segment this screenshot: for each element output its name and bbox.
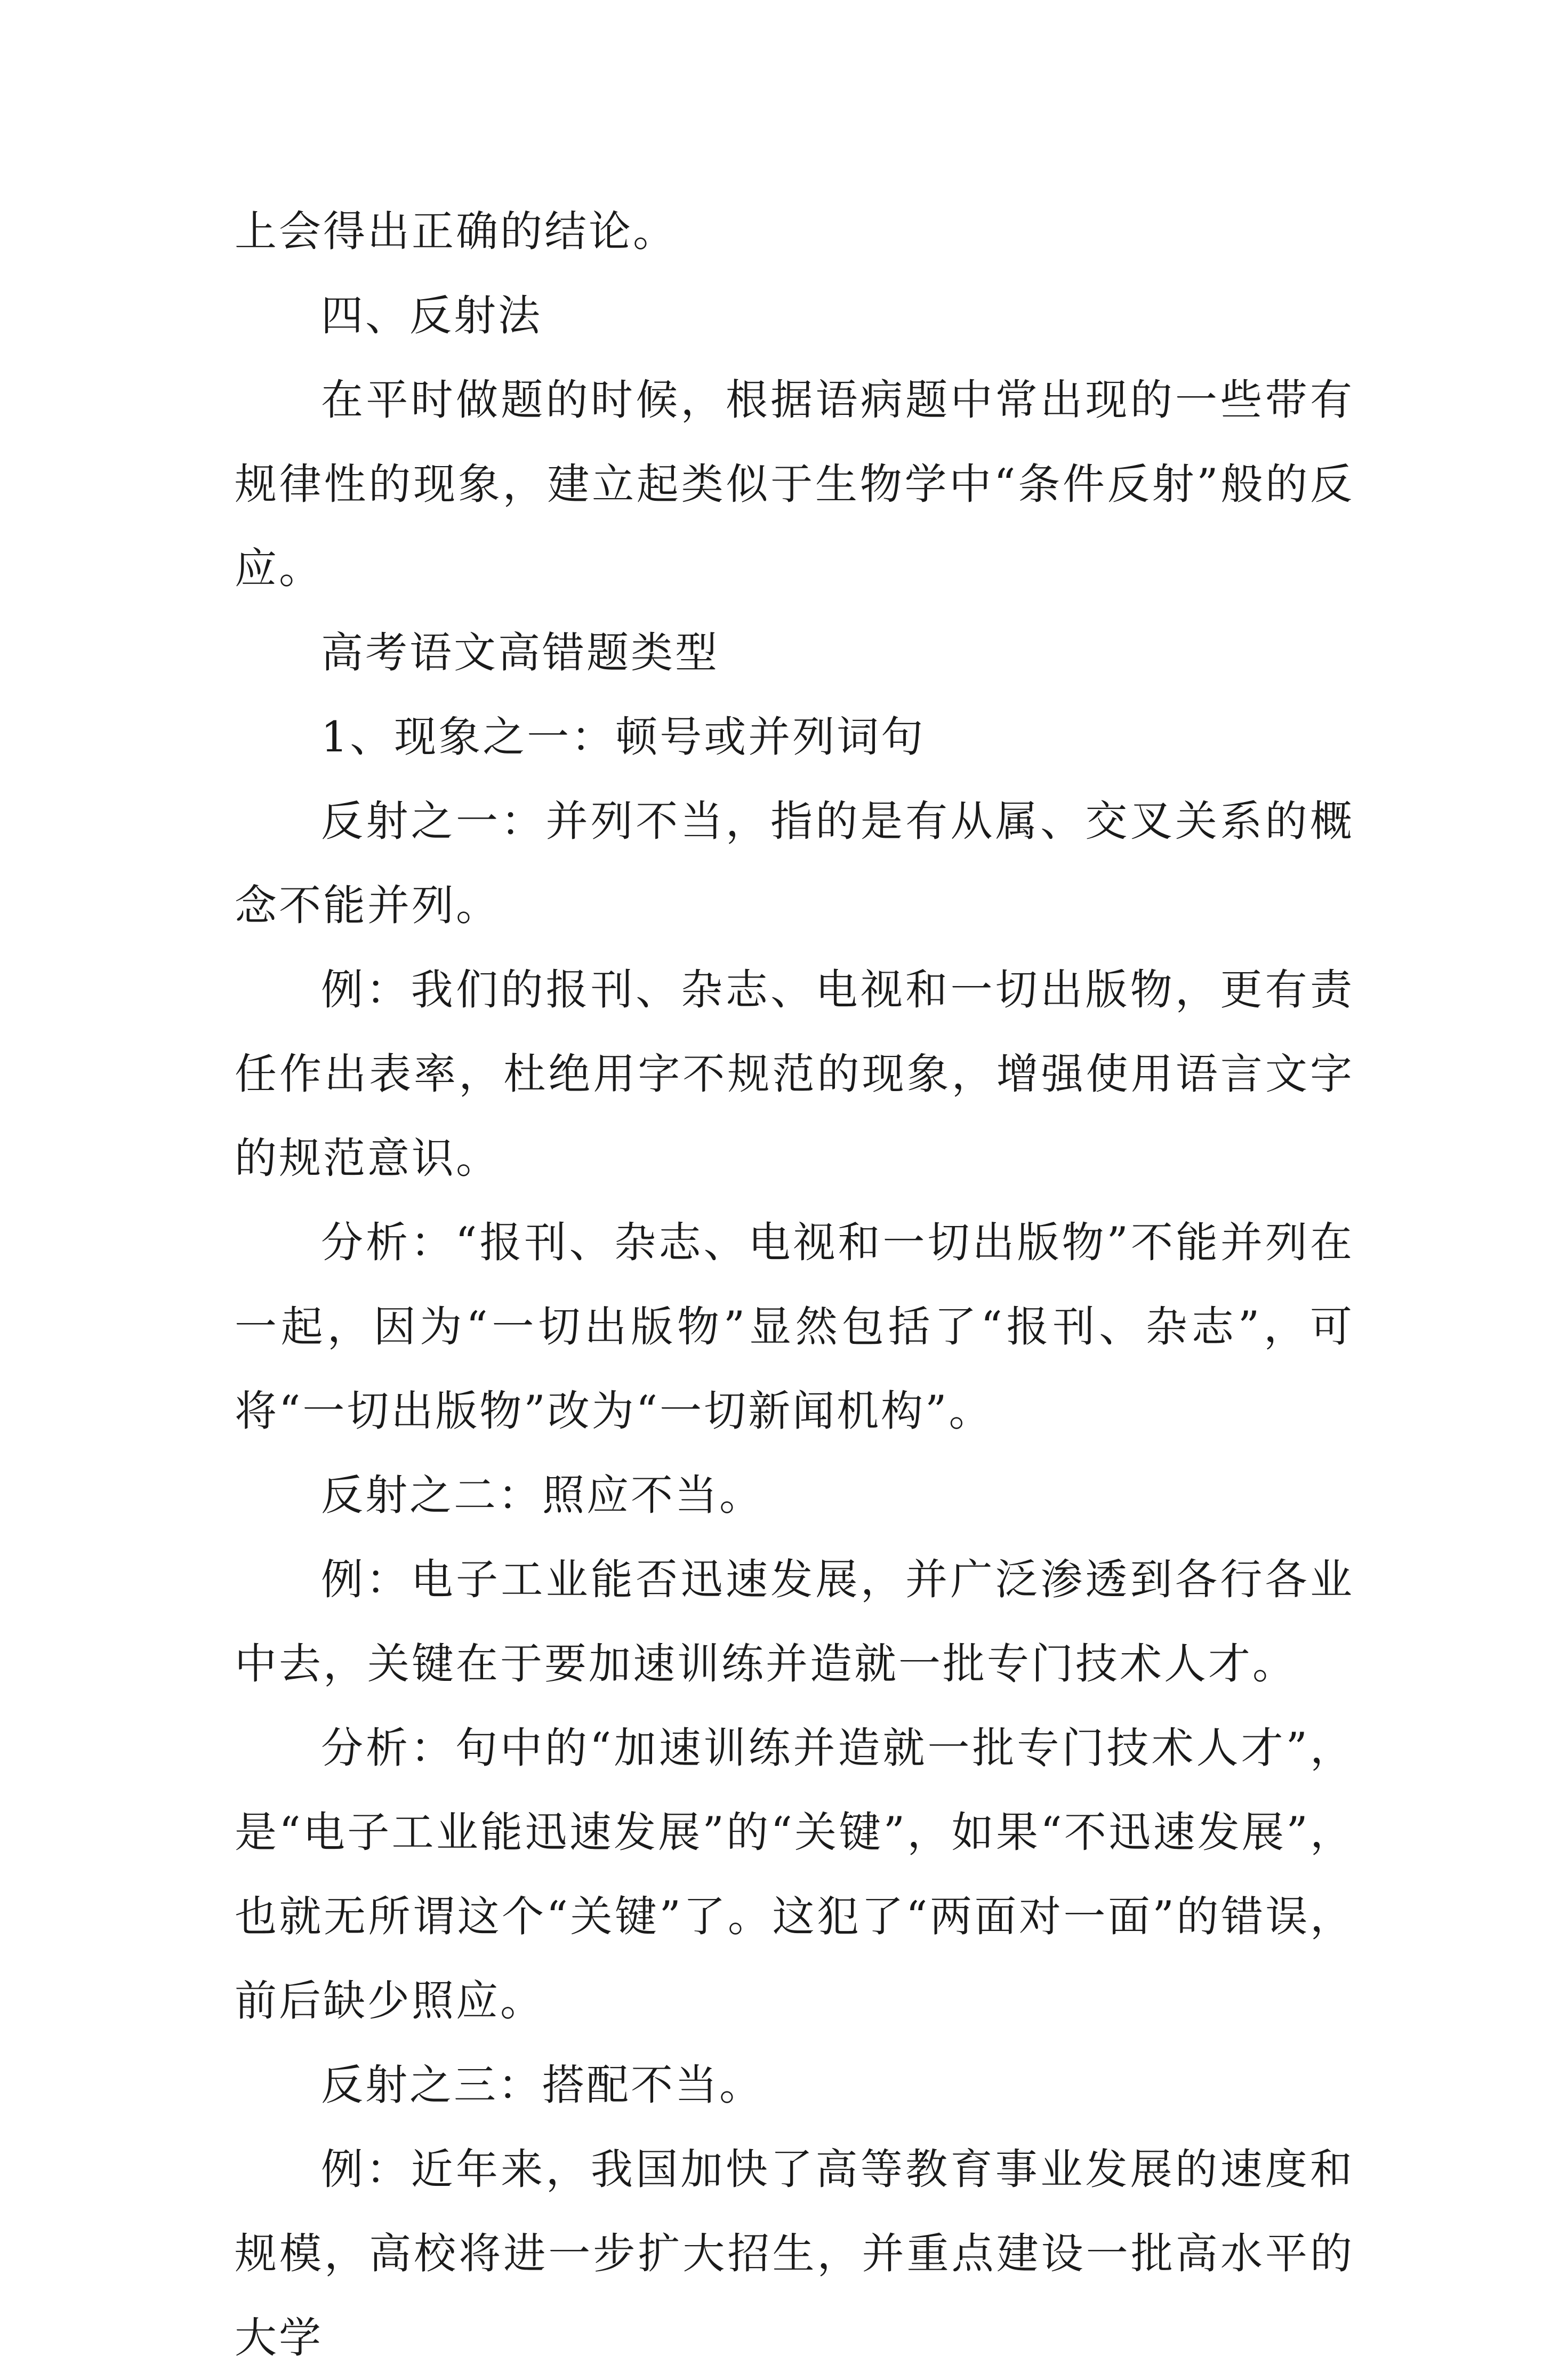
paragraph-analysis-two: 分析：句中的“加速训练并造就一批专门技术人才”，是“电子工业能迅速发展”的“关键”，如果“不迅速发展”，也就无所谓这个“关键”了。这犯了“两面对一面”的错误，前后缺少照应。 [235,1724,1354,2025]
paragraph-example-two: 例：电子工业能否迅速发展，并广泛渗透到各行各业中去，关键在于要加速训练并造就一批专门技术人才。 [235,1555,1354,1688]
paragraph-analysis-one: 分析：“报刊、杂志、电视和一切出版物”不能并列在一起，因为“一切出版物”显然包括了“报刊、杂志”，可将“一切出版物”改为“一切新闻机构”。 [235,1218,1354,1436]
paragraph-reflection-two: 反射之二：照应不当。 [321,1471,764,1520]
paragraph-example-one: 例：我们的报刊、杂志、电视和一切出版物，更有责任作出表率，杜绝用字不规范的现象，增强使用语言文字的规范意识。 [235,965,1354,1183]
paragraph-continuation: 上会得出正确的结论。 [235,207,677,256]
paragraph-reflection-three: 反射之三：搭配不当。 [321,2061,764,2110]
paragraph-reflection-one: 反射之一：并列不当，指的是有从属、交叉关系的概念不能并列。 [235,797,1354,930]
paragraph-example-three: 例：近年来，我国加快了高等教育事业发展的速度和规模，高校将进一步扩大招生，并重点建设一批高水平的大学 [235,2145,1354,2362]
section-heading-error-types: 高考语文高错题类型 [321,628,719,677]
body-text [235,189,1354,2380]
subheading-phenomenon-one: 1、现象之一：顿号或并列词句 [321,712,926,762]
paragraph-method-description: 在平时做题的时候，根据语病题中常出现的一些带有规律性的现象，建立起类似于生物学中“条件反射”般的反应。 [235,375,1354,593]
section-heading-reflection-method: 四、反射法 [321,291,542,340]
